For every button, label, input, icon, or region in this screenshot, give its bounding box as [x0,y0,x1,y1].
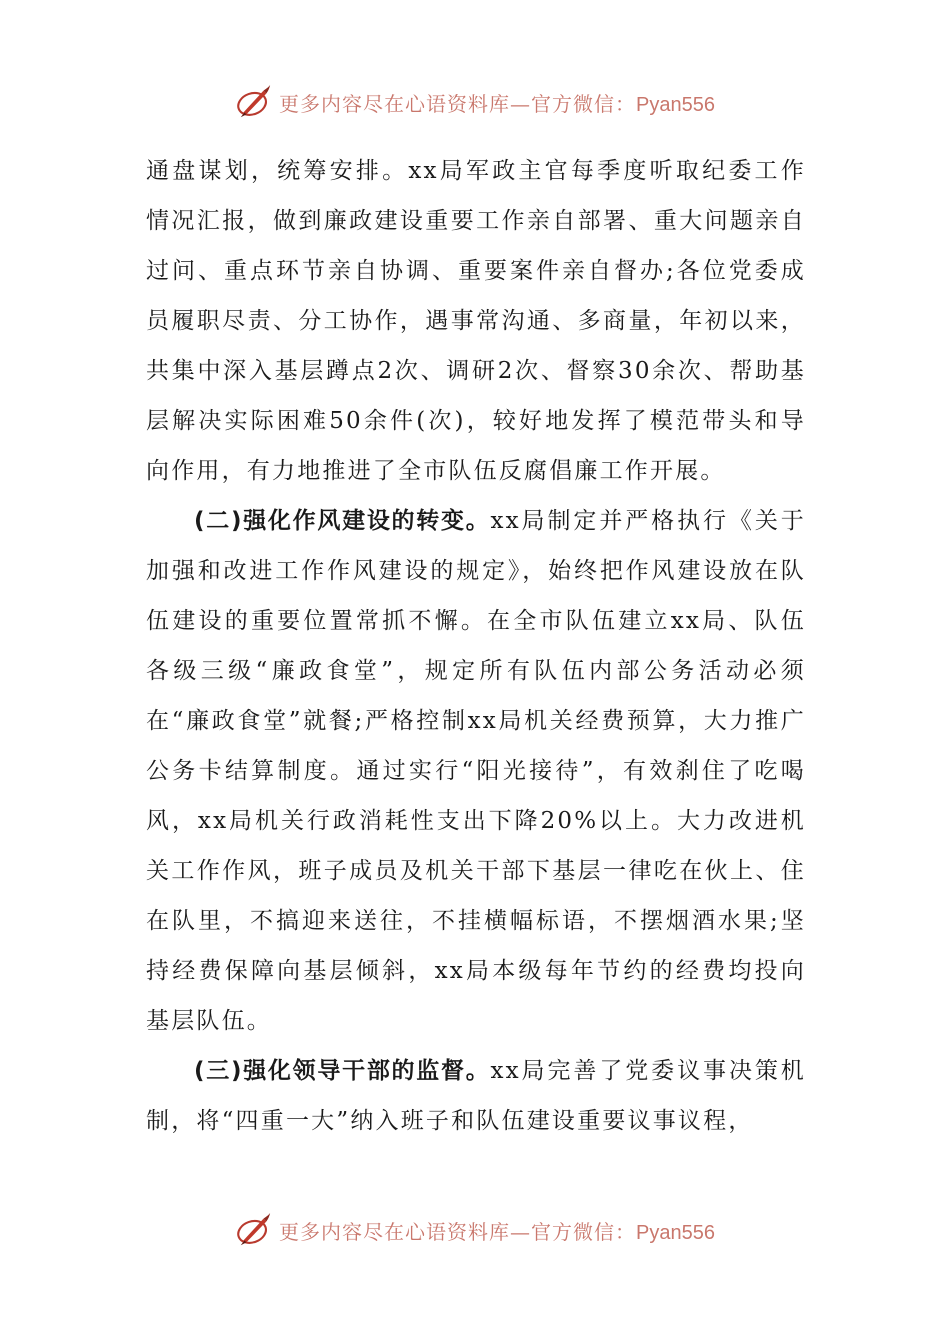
header-watermark-banner [0,80,950,124]
paragraph-1 [146,146,806,496]
paragraph-1-text: 通盘谋划，统筹安排。xx局军政主官每季度听取纪委工作情况汇报，做到廉政建设重要工作亲自部署、重大问题亲自过问、重点环节亲自协调、重要案件亲自督办;各位党委成员履职尽责、分工协作，遇事常沟通、多商量，年初以来，共集中深入基层蹲点2次、调研2次、督察30余次、帮助基层解决实际困难50余件(次)，较好地发挥了模范带头和导向作用，有力地推进了全市队伍反腐倡廉工作开展。 [146,158,806,484]
watermark-text-cn: 更多内容尽在心语资料库—官方微信： [279,91,637,116]
paragraph-2 [146,496,806,1046]
watermark-text [279,1216,715,1245]
paragraph-3-heading: (三)强化领导干部的监督。 [194,1058,491,1084]
document-body [146,146,806,1146]
watermark-text [279,88,715,117]
paragraph-2-text: xx局制定并严格执行《关于加强和改进工作作风建设的规定》，始终把作风建设放在队伍建设的重要位置常抓不懈。在全市队伍建立xx局、队伍各级三级“廉政食堂”，规定所有队伍内部公务活动必须在“廉政食堂”就餐;严格控制xx局机关经费预算，大力推广公务卡结算制度。通过实行“阳光接待”，有效刹住了吃喝风，xx局机关行政消耗性支出下降20%以上。大力改进机关工作作风，班子成员及机关干部下基层一律吃在伙上、住在队里，不搞迎来送往，不挂横幅标语，不摆烟酒水果;坚持经费保障向基层倾斜，xx局本级每年节约的经费均投向基层队伍。 [146,508,806,1034]
paragraph-2-heading: (二)强化作风建设的转变。 [194,508,491,534]
watermark-wechat-id: Pyan556 [636,93,715,116]
footer-watermark-banner [0,1208,950,1252]
watermark-text-cn: 更多内容尽在心语资料库—官方微信： [279,1219,637,1244]
paragraph-3 [146,1046,806,1146]
paragraph-3-text: xx局完善了党委议事决策机制，将“四重一大”纳入班子和队伍建设重要议事议程， [146,1058,806,1134]
pen-and-feather-icon [235,1211,273,1249]
pen-and-feather-icon [235,83,273,121]
watermark-wechat-id: Pyan556 [636,1221,715,1244]
